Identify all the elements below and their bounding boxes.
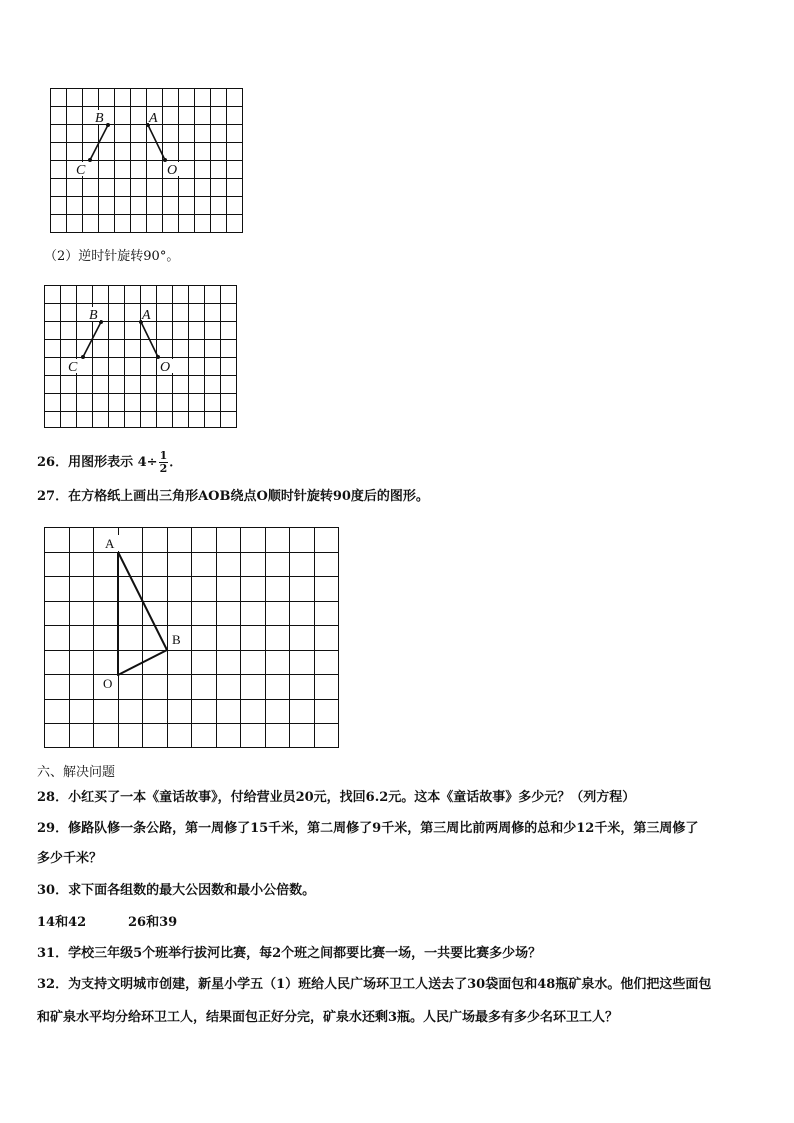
question-29-line-2: 多少千米？ — [37, 851, 103, 866]
grid-figure-2 — [44, 285, 239, 430]
point-label-o: O — [160, 360, 171, 375]
question-28: 28．小红买了一本《童话故事》，付给营业员20元，找回6.2元。这本《童话故事》多少元？（列方程） — [37, 790, 636, 805]
number-pair-1: 14和42 — [37, 915, 87, 930]
point-label-o: O — [167, 163, 178, 178]
point-label-c: C — [68, 360, 78, 375]
question-27: 27．在方格纸上画出三角形AOB绕点O顺时针旋转90度后的图形。 — [37, 489, 429, 504]
number-pair-2: 26和39 — [128, 915, 178, 930]
point-label-a: A — [142, 308, 151, 323]
question-31: 31．学校三年级5个班举行拔河比赛，每2个班之间都要比赛一场，一共要比赛多少场？ — [37, 946, 542, 961]
point-label-b: B — [89, 308, 98, 323]
point-label-b: B — [172, 632, 181, 647]
grid-lines — [50, 88, 243, 233]
point-label-a: A — [105, 536, 115, 551]
grid-figure-1 — [50, 88, 245, 233]
question-26-text: 26．用图形表示 4÷ — [37, 455, 158, 470]
grid-lines — [44, 285, 237, 428]
question-32-line-2: 和矿泉水平均分给环卫工人，结果面包正好分完，矿泉水还剩3瓶。人民广场最多有多少名环卫工人？ — [37, 1010, 619, 1025]
grid-figure-3 — [44, 527, 340, 749]
grid-lines — [44, 527, 339, 748]
question-32-line-1: 32．为支持文明城市创建，新星小学五（1）班给人民广场环卫工人送去了30袋面包和48瓶矿泉水。他们把这些面包 — [37, 977, 712, 992]
fraction-one-half — [159, 450, 169, 475]
point-label-a: A — [149, 111, 158, 126]
question-26-suffix: ． — [169, 455, 183, 470]
fraction-numerator: 1 — [159, 449, 168, 462]
point-label-b: B — [95, 111, 104, 126]
point-label-o: O — [103, 676, 113, 691]
question-30: 30．求下面各组数的最大公因数和最小公倍数。 — [37, 883, 316, 898]
section-heading-6: 六、解决问题 — [37, 765, 116, 780]
fraction-denominator: 2 — [159, 462, 168, 475]
question-26 — [37, 450, 182, 475]
point-label-c: C — [76, 163, 86, 178]
question-29-line-1: 29．修路队修一条公路，第一周修了15千米，第二周修了9千米，第三周比前两周修的总和少12千米，第三周修了 — [37, 821, 699, 836]
question-25-part-2: （2）逆时针旋转90°。 — [44, 249, 180, 264]
